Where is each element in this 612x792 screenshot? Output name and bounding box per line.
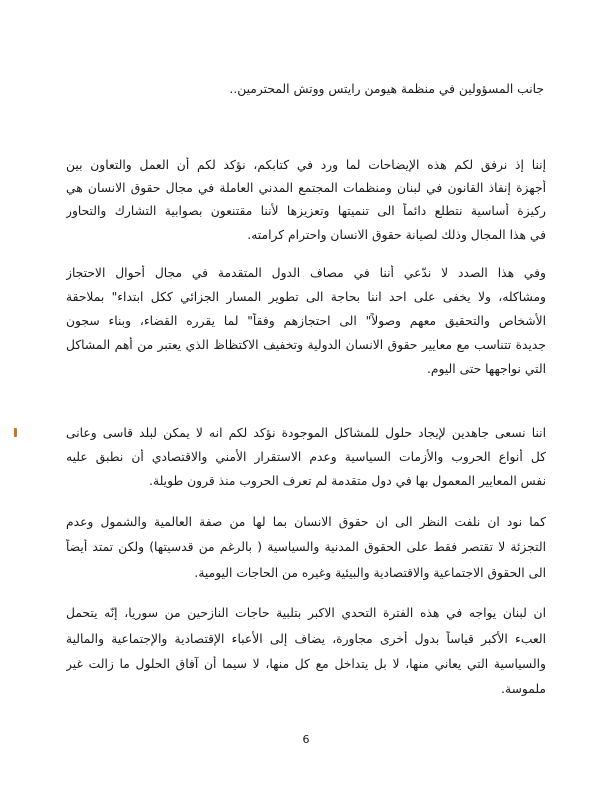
paragraph-2-line-1: وفي هذا الصدد لا ندّعي أننا في مصاف الدول المتقدمة في مجال أحوال الاحتجاز [66, 266, 546, 280]
paragraph-4-line-1: كما نود ان نلفت النظر الى ان حقوق الانسان بما لها من صفة العالمية والشمول وعدم [66, 515, 546, 529]
page-number: 6 [302, 733, 310, 746]
paragraph-2-line-4: جديدة تتناسب مع معايير حقوق الانسان الدولية وتخفيف الاكتظاظ الذي يعتبر من أهم المشاكل [66, 338, 546, 352]
salutation-line: جانب المسؤولين في منظمة هيومن رايتس ووتش المحترمين.. [229, 82, 544, 96]
paragraph-1-line-1: إننا إذ نرفق لكم هذه الإيضاحات لما ورد في كتابكم، نؤكد لكم أن العمل والتعاون بين [66, 158, 546, 172]
paragraph-5-line-3: والسياسية التي يعاني منها، لا بل يتداخل مع كل منها، لا سيما أن آفاق الحلول ما زالت غير [66, 657, 546, 671]
paragraph-3-line-1: اننا نسعى جاهدين لإيجاد حلول للمشاكل الموجودة نؤكد لكم انه لا يمكن لبلد قاسى وعانى [66, 426, 546, 440]
paragraph-3-line-3: نفس المعايير المعمول بها في دول متقدمة لم تعرف الحروب منذ قرون طويلة. [149, 474, 546, 488]
paragraph-2-line-3: الأشخاص والتحقيق معهم وصولاً" الى احتجازهم وفقاً" لما يقرره القضاء، وبناء سجون [66, 314, 546, 328]
margin-mark [14, 428, 17, 437]
paragraph-2-line-2: ومشاكله، ولا يخفى على احد اننا بحاجة الى تطوير المسار الجزائي ككل ابتداء" بملاحقة [66, 290, 546, 304]
paragraph-1-line-4: في هذا المجال وذلك لصيانة حقوق الانسان واحترام كرامته. [247, 228, 546, 242]
paragraph-2-line-5: التي نواجهها حتى اليوم. [426, 362, 546, 376]
paragraph-5-line-1: ان لبنان يواجه في هذه الفترة التحدي الاكبر بتلبية حاجات النازحين من سوريا، إنّه يتحمل [66, 606, 546, 620]
paragraph-3-line-2: كل أنواع الحروب والأزمات السياسية وعدم الاستقرار الأمني والاقتصادي أن نطبق عليه [66, 450, 546, 464]
paragraph-1-line-2: أجهزة إنفاذ القانون في لبنان ومنظمات المجتمع المدني العاملة في مجال حقوق الانسان هي [66, 181, 546, 195]
paragraph-4-line-2: التجزئة لا تقتصر فقط على الحقوق المدنية والسياسية ( بالرغم من قدسيتها) ولكن تمتد أيضاً [66, 540, 546, 554]
paragraph-1-line-3: ركيزة أساسية نتطلع دائماً الى تنميتها وتعزيزها لأننا مقتنعون بصوابية التشارك والتحاور [66, 204, 546, 218]
paragraph-5-line-2: العبء الأكبر قياساً بدول أخرى مجاورة، يضاف إلى الأعباء الإقتصادية والإجتماعية والمالية [66, 632, 546, 646]
paragraph-5-line-4: ملموسة. [501, 682, 546, 696]
paragraph-4-line-3: الى الحقوق الاجتماعية والاقتصادية والبيئية وغيره من الحاجات اليومية. [194, 566, 546, 580]
